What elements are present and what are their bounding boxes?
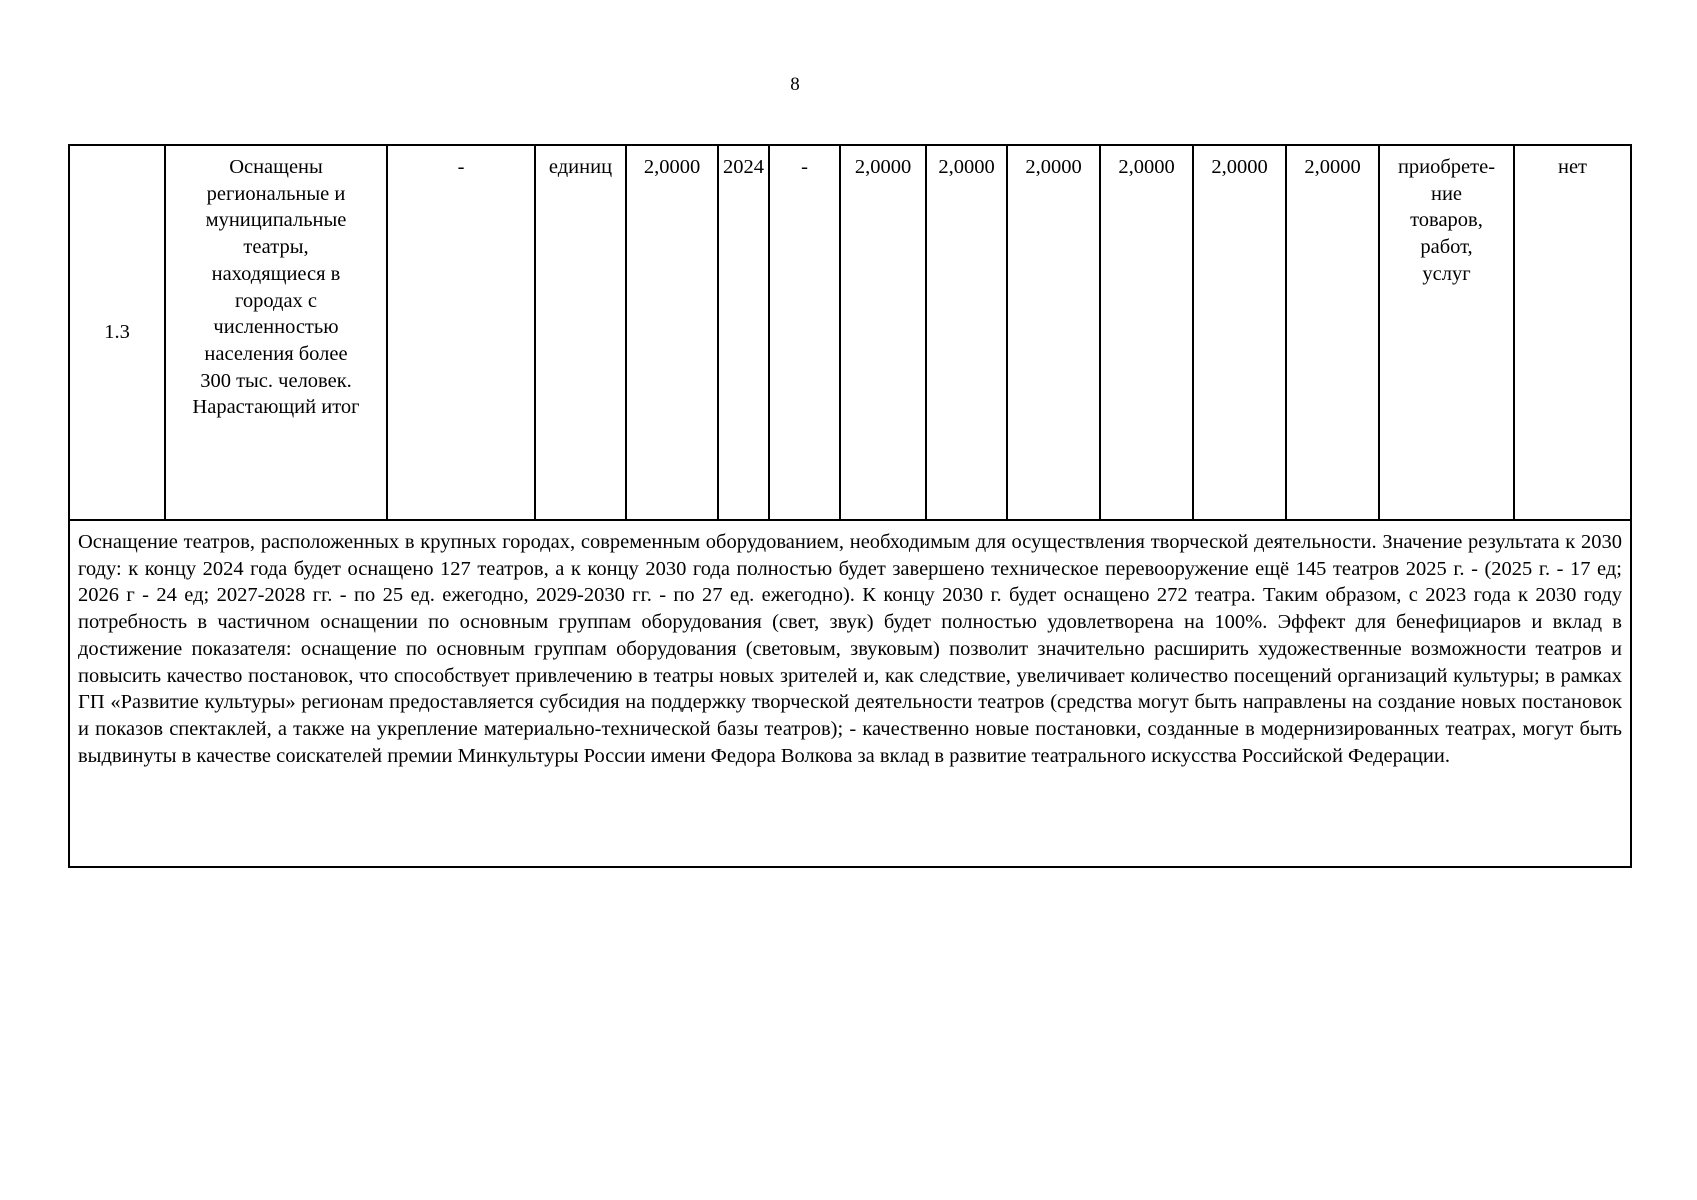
- unit-cell: единиц: [535, 145, 626, 520]
- page-number: 8: [790, 74, 800, 95]
- value-cell: 2,0000: [1193, 145, 1286, 520]
- result-type-line: услуг: [1422, 262, 1471, 285]
- row-number: 1.3: [69, 145, 165, 520]
- result-name: [165, 145, 387, 520]
- result-type-line: приобрете-: [1397, 156, 1496, 178]
- result-name-line: Оснащены: [229, 156, 323, 178]
- result-name-line: населения более: [204, 342, 348, 365]
- value-cell: 2,0000: [1007, 145, 1100, 520]
- result-name-line: региональные и: [206, 182, 346, 205]
- result-name-line: Нарастающий итог: [192, 396, 360, 419]
- result-name-line: муниципальные: [205, 209, 347, 232]
- result-name-line: 300 тыс. человек.: [200, 369, 352, 392]
- value-cell: 2,0000: [926, 145, 1007, 520]
- base-year-cell: 2024: [718, 145, 769, 520]
- table-row: [69, 145, 1631, 520]
- result-type: [1379, 145, 1514, 520]
- base-value-cell: 2,0000: [626, 145, 718, 520]
- value-cell: 2,0000: [1100, 145, 1193, 520]
- result-name-line: городах с: [234, 289, 318, 312]
- results-table: [68, 144, 1632, 868]
- table-cell: -: [387, 145, 535, 520]
- description-row: [69, 520, 1631, 867]
- result-type-line: ние: [1430, 182, 1463, 205]
- result-name-line: численностью: [213, 316, 339, 339]
- last-cell: нет: [1514, 145, 1631, 520]
- value-cell: 2,0000: [1286, 145, 1379, 520]
- result-description: Оснащение театров, расположенных в крупных городах, современным оборудованием, необходимым для осуществления творческой деятельности. Значение результата к 2030 году: к концу 2024 года будет оснащено 127 театров, а к концу 2030 года полностью будет завершено техническое перевооружение ещё 145 театров 2025 г. - (2025 г. - 17 ед; 2026 г - 24 ед; 2027-2028 гг. - по 25 ед. ежегодно, 2029-2030 гг. - по 27 ед. ежегодно). К концу 2030 г. будет оснащено 272 театра. Таким образом, с 2023 года к 2030 году потребность в частичном оснащении по основным группам оборудования (свет, звук) будет полностью удовлетворена на 100%. Эффект для бенефициаров и вклад в достижение показателя: оснащение по основным группам оборудования (световым, звуковым) позволит значительно расширить художественные возможности театров и повысить качество постановок, что способствует привлечению в театры новых зрителей и, как следствие, увеличивает количество посещений организаций культуры; в рамках ГП «Развитие культуры» регионам предоставляется субсидия на поддержку творческой деятельности театров (средства могут быть направлены на создание новых постановок и показов спектаклей, а также на укрепление материально-технической базы театров); - качественно новые постановки, созданные в модернизированных театрах, могут быть выдвинуты в качестве соискателей премии Минкультуры России имени Федора Волкова за вклад в развитие театрального искусства Российской Федерации.: [69, 520, 1631, 867]
- result-type-line: товаров,: [1410, 209, 1483, 232]
- table-cell: -: [769, 145, 840, 520]
- result-name-line: театры,: [243, 236, 309, 259]
- result-type-line: работ,: [1420, 236, 1473, 259]
- value-cell: 2,0000: [840, 145, 926, 520]
- result-name-line: находящиеся в: [211, 262, 341, 285]
